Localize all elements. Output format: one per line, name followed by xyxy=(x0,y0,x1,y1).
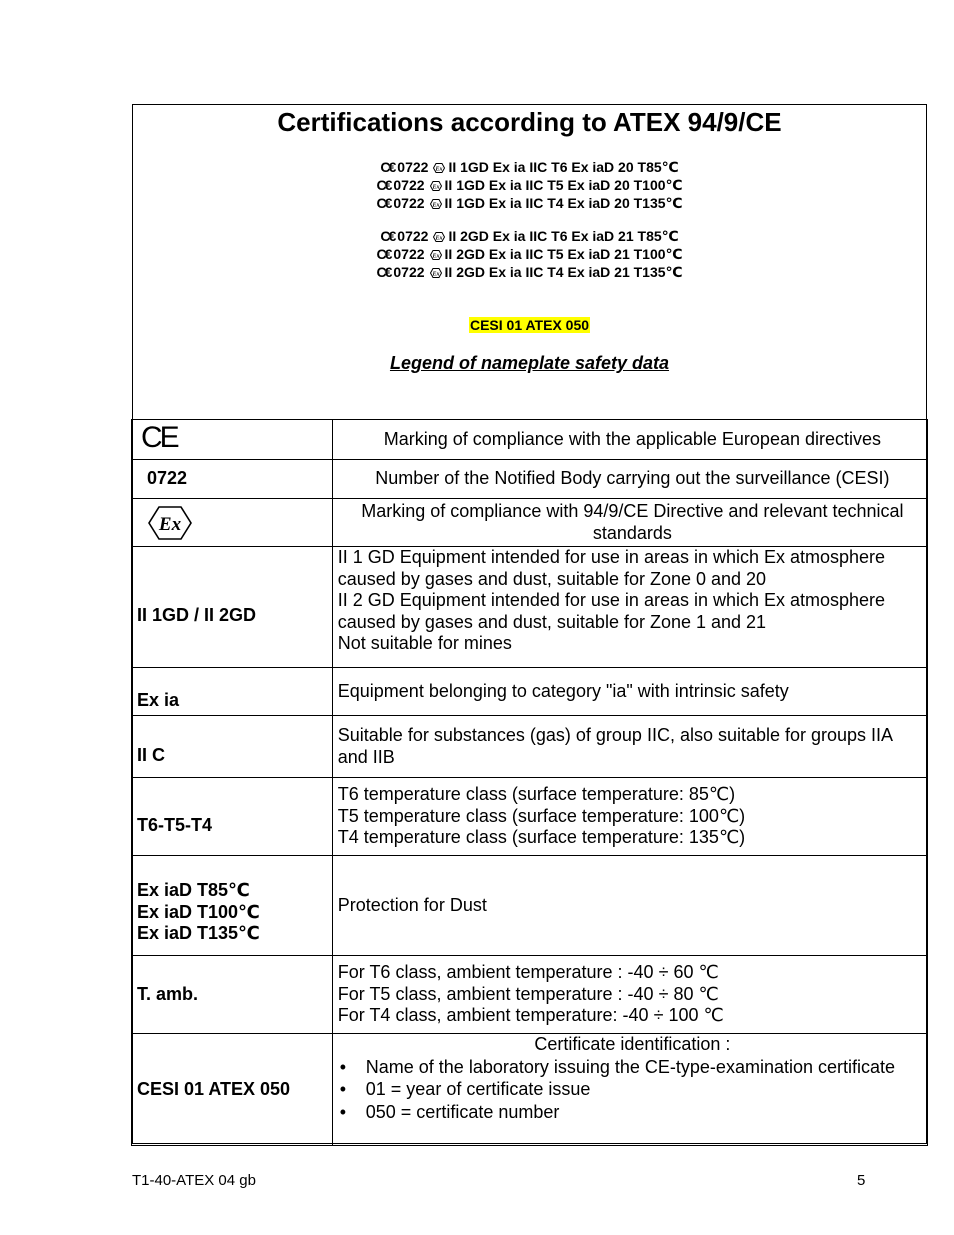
marking-line: C€ 0722 Ex II 2GD Ex ia IIC T4 Ex iaD 21 T135℃ xyxy=(376,264,683,280)
ex-hexagon-icon xyxy=(430,199,442,209)
table-row xyxy=(132,547,928,668)
table-row xyxy=(132,668,928,716)
table-row xyxy=(132,778,928,856)
svg-text:Ex: Ex xyxy=(435,235,443,242)
ce-mark-icon: C€ xyxy=(380,159,395,175)
ex-hexagon-icon xyxy=(147,505,193,541)
ex-hexagon-icon xyxy=(433,163,445,173)
marking-line: C€ 0722 Ex II 2GD Ex ia IIC T5 Ex iaD 21 T100℃ xyxy=(376,246,683,262)
key-cell: T6-T5-T4 xyxy=(132,778,333,856)
description-cell: T6 temperature class (surface temperature: 85℃) T5 temperature class (surface temperature: 100℃) T4 temperature class (surface temperature: 135℃) xyxy=(332,778,927,856)
page-number: 5 xyxy=(857,1172,866,1189)
legend-table xyxy=(131,419,928,1146)
list-item: • 050 = certificate number xyxy=(338,1101,927,1124)
key-cell: II 1GD / II 2GD xyxy=(132,547,333,668)
marking-line: C€ 0722 Ex II 1GD Ex ia IIC T6 Ex iaD 20 T85℃ xyxy=(380,159,679,175)
ce-mark-icon: CE xyxy=(141,420,177,454)
svg-text:Ex: Ex xyxy=(432,184,440,191)
description-cell: Protection for Dust xyxy=(332,856,927,956)
ex-symbol-cell xyxy=(132,499,333,547)
page-title: Certifications according to ATEX 94/9/CE xyxy=(277,107,782,137)
table-row xyxy=(132,856,928,956)
ce-mark-icon: C€ xyxy=(376,264,391,280)
table-row xyxy=(132,716,928,778)
marking-line: C€ 0722 Ex II 1GD Ex ia IIC T5 Ex iaD 20 T100℃ xyxy=(376,177,683,193)
description-cell: Number of the Notified Body carrying out the surveillance (CESI) xyxy=(332,460,927,499)
marking-line: C€ 0722 Ex II 1GD Ex ia IIC T4 Ex iaD 20 T135℃ xyxy=(376,195,683,211)
description-cell: Suitable for substances (gas) of group IIC, also suitable for groups IIA and IIB xyxy=(332,716,927,778)
key-cell: CESI 01 ATEX 050 xyxy=(132,1034,333,1146)
header-section xyxy=(133,105,926,420)
ce-symbol-cell xyxy=(132,420,333,460)
ce-mark-icon: C€ xyxy=(376,195,391,211)
marking-line: C€ 0722 Ex II 2GD Ex ia IIC T6 Ex iaD 21 T85℃ xyxy=(380,228,679,244)
key-cell: 0722 xyxy=(132,460,333,499)
description-cell: Certificate identification : • Name of the laboratory issuing the CE-type-examination certificate • 01 = year of certificate issue • 050 = certificate number xyxy=(332,1034,927,1146)
ex-hexagon-icon xyxy=(430,250,442,260)
ce-mark-icon: C€ xyxy=(376,246,391,262)
ce-mark-icon: C€ xyxy=(376,177,391,193)
description-cell: Marking of compliance with the applicable European directives xyxy=(332,420,927,460)
ex-hexagon-icon xyxy=(433,232,445,242)
description-cell: Marking of compliance with 94/9/CE Directive and relevant technical standards xyxy=(332,499,927,547)
key-cell: Ex iaD T85℃ Ex iaD T100℃ Ex iaD T135℃ xyxy=(132,856,333,956)
certificate-number: CESI 01 ATEX 050 xyxy=(469,317,590,333)
list-item: • 01 = year of certificate issue xyxy=(338,1078,927,1101)
ce-mark-icon: C€ xyxy=(380,228,395,244)
list-item: • Name of the laboratory issuing the CE-type-examination certificate xyxy=(338,1056,927,1079)
svg-text:Ex: Ex xyxy=(158,513,182,535)
svg-text:Ex: Ex xyxy=(432,202,440,209)
ex-hexagon-icon xyxy=(430,268,442,278)
key-cell: II C xyxy=(132,716,333,778)
description-cell: II 1 GD Equipment intended for use in areas in which Ex atmosphere caused by gases and dust, suitable for Zone 0 and 20 II 2 GD Equipment intended for use in areas in which Ex atmosphere caused by gases and dust, suitable for Zone 1 and 21 Not suitable for mines xyxy=(332,547,927,668)
certificate-bullet-list xyxy=(338,1056,927,1124)
svg-text:Ex: Ex xyxy=(432,253,440,260)
table-row xyxy=(132,420,928,460)
legend-heading: Legend of nameplate safety data xyxy=(389,353,670,373)
certification-frame xyxy=(132,104,927,1144)
table-row xyxy=(132,460,928,499)
svg-text:Ex: Ex xyxy=(432,271,440,278)
svg-text:Ex: Ex xyxy=(435,166,443,173)
description-cell: Equipment belonging to category "ia" with intrinsic safety xyxy=(332,668,927,716)
key-cell: T. amb. xyxy=(132,956,333,1034)
description-cell: For T6 class, ambient temperature : -40 ÷ 60 ℃ For T5 class, ambient temperature : -40 ÷ 80 ℃ For T4 class, ambient temperature: -40 ÷ 100 ℃ xyxy=(332,956,927,1034)
key-cell: Ex ia xyxy=(132,668,333,716)
document-code: T1-40-ATEX 04 gb xyxy=(132,1172,256,1189)
table-row xyxy=(132,499,928,547)
table-row xyxy=(132,1034,928,1146)
table-row xyxy=(132,956,928,1034)
ex-hexagon-icon xyxy=(430,181,442,191)
